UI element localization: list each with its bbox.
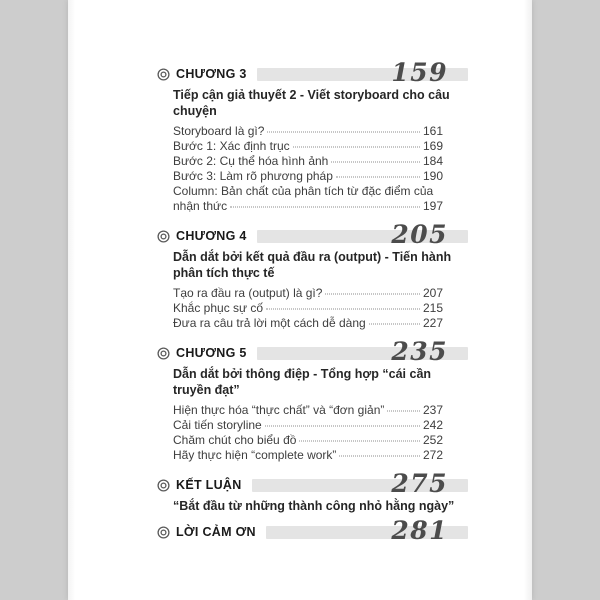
section-header: [157, 468, 468, 498]
section-label: CHƯƠNG 5: [176, 346, 247, 360]
toc-section-chuong-4: [157, 219, 468, 331]
toc-entry: [173, 169, 443, 184]
entry-title: Bước 1: Xác định trục: [173, 139, 290, 153]
bullseye-icon: [157, 479, 170, 492]
entry-page-number: 169: [422, 139, 443, 153]
dot-leader: [369, 324, 420, 325]
section-label: KẾT LUẬN: [176, 478, 242, 492]
entry-page-number: 252: [422, 433, 443, 447]
dot-leader: [230, 207, 420, 208]
entry-title: Storyboard là gì?: [173, 124, 265, 138]
section-label: LỜI CẢM ƠN: [176, 525, 256, 539]
dot-leader: [266, 309, 420, 310]
section-bar: [257, 219, 468, 249]
subtitle-line: Tiếp cận giả thuyết 2 - Viết storyboard cho câu chuyện: [173, 88, 450, 118]
section-bar: [257, 57, 468, 87]
entry-title: Hiện thực hóa “thực chất” và “đơn giản”: [173, 403, 385, 417]
section-page-number: 275: [391, 468, 448, 498]
section-label: CHƯƠNG 4: [176, 229, 247, 243]
dot-leader: [299, 441, 420, 442]
entry-page-number: 197: [422, 199, 443, 213]
toc-entry: [173, 418, 443, 433]
section-page-number: 281: [391, 515, 448, 545]
section-subtitle: [173, 498, 468, 514]
bullseye-icon: [157, 347, 170, 360]
toc-entry: [173, 433, 443, 448]
toc-entry: [173, 286, 443, 301]
toc-section-chuong-3: [157, 57, 468, 214]
entry-page-number: 227: [422, 316, 443, 330]
toc-entry: [173, 139, 443, 154]
subtitle-line: Dẫn dắt bởi kết quả đầu ra (output) - Tiến hành: [173, 250, 452, 264]
dot-leader: [265, 426, 420, 427]
toc-entry: [173, 154, 443, 169]
bullseye-icon: [157, 526, 170, 539]
toc-entry: [173, 124, 443, 139]
section-page-number: 159: [391, 57, 448, 87]
entry-title: Cải tiến storyline: [173, 418, 262, 432]
entry-title: Chăm chút cho biểu đồ: [173, 433, 297, 447]
toc-section-chuong-5: [157, 336, 468, 463]
entry-page-number: 215: [422, 301, 443, 315]
section-bar: [252, 468, 468, 498]
dot-leader: [339, 456, 420, 457]
section-subtitle: [173, 249, 468, 281]
toc-entry: [173, 199, 443, 214]
entry-page-number: 190: [422, 169, 443, 183]
section-bar: [257, 336, 468, 366]
subtitle-line: phân tích thực tế: [173, 266, 275, 280]
dot-leader: [387, 411, 420, 412]
dot-leader: [267, 132, 420, 133]
entry-list: [173, 286, 443, 331]
dot-leader: [293, 147, 420, 148]
entry-title: Khắc phục sự cố: [173, 301, 264, 315]
entry-title: Hãy thực hiện “complete work”: [173, 448, 337, 462]
table-of-contents: [157, 57, 468, 545]
subtitle-line: “Bắt đầu từ những thành công nhỏ hằng ngày”: [173, 499, 455, 513]
toc-entry: [173, 316, 443, 331]
section-label: CHƯƠNG 3: [176, 67, 247, 81]
entry-page-number: 237: [422, 403, 443, 417]
section-header: [157, 515, 468, 545]
entry-page-number: 184: [422, 154, 443, 168]
section-header: [157, 336, 468, 366]
entry-page-number: 272: [422, 448, 443, 462]
section-bar: [266, 515, 468, 545]
toc-entry: [173, 403, 443, 418]
section-subtitle: [173, 366, 468, 398]
toc-entry: [173, 184, 443, 199]
entry-title: Tạo ra đầu ra (output) là gì?: [173, 286, 323, 300]
entry-page-number: 161: [422, 124, 443, 138]
section-header: [157, 57, 468, 87]
entry-page-number: 207: [422, 286, 443, 300]
toc-section-loi-cam-on: [157, 515, 468, 545]
dot-leader: [325, 294, 420, 295]
section-subtitle: [173, 87, 468, 119]
book-page: [68, 0, 532, 600]
bullseye-icon: [157, 230, 170, 243]
entry-page-number: 242: [422, 418, 443, 432]
entry-title: Bước 3: Làm rõ phương pháp: [173, 169, 333, 183]
section-header: [157, 219, 468, 249]
dot-leader: [331, 162, 420, 163]
section-page-number: 235: [391, 336, 448, 366]
subtitle-line: Dẫn dắt bởi thông điệp - Tổng hợp “cái cần truyền đạt”: [173, 367, 432, 397]
dot-leader: [336, 177, 420, 178]
toc-entry: [173, 448, 443, 463]
toc-section-ket-luan: [157, 468, 468, 514]
entry-list: [173, 403, 443, 463]
section-page-number: 205: [391, 219, 448, 249]
entry-title: Đưa ra câu trả lời một cách dễ dàng: [173, 316, 366, 330]
entry-title: Bước 2: Cụ thể hóa hình ảnh: [173, 154, 329, 168]
entry-title: Column: Bản chất của phân tích từ đặc điểm của: [173, 184, 434, 198]
bullseye-icon: [157, 68, 170, 81]
toc-entry: [173, 301, 443, 316]
entry-title: nhận thức: [173, 199, 228, 213]
entry-list: [173, 124, 443, 214]
